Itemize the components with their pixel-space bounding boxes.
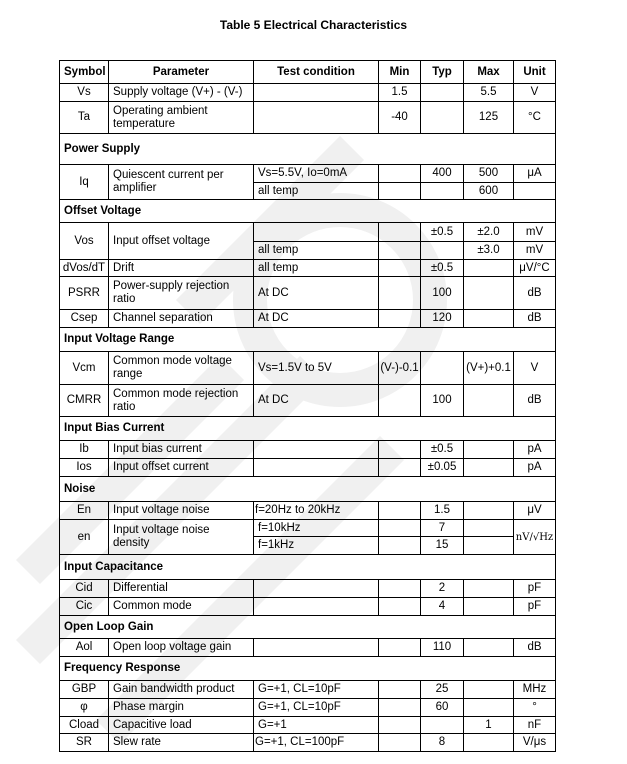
parameter-cell: Common mode rejection ratio — [109, 385, 254, 417]
typ-cell: 8 — [421, 734, 464, 752]
section-input-capacitance: Input Capacitance — [60, 555, 556, 580]
min-cell: -40 — [379, 102, 421, 134]
symbol-cell: Ib — [60, 441, 109, 459]
symbol-cell: Cload — [60, 717, 109, 734]
header-parameter: Parameter — [109, 61, 254, 84]
table-row — [60, 102, 556, 134]
min-cell — [379, 310, 421, 328]
symbol-cell: φ — [60, 699, 109, 717]
parameter-cell: Operating ambient temperature — [109, 102, 254, 134]
section-power-supply: Power Supply — [60, 134, 556, 165]
table-row — [60, 165, 556, 183]
section-offset-voltage: Offset Voltage — [60, 200, 556, 223]
min-cell — [379, 520, 421, 537]
min-cell — [379, 699, 421, 717]
parameter-cell: Slew rate — [109, 734, 254, 752]
table-row — [60, 459, 556, 477]
min-cell — [379, 223, 421, 242]
symbol-cell: PSRR — [60, 277, 109, 310]
typ-cell: 15 — [421, 537, 464, 555]
symbol-cell: GBP — [60, 681, 109, 699]
parameter-cell: Common mode — [109, 598, 254, 616]
table-row — [60, 385, 556, 417]
header-min: Min — [379, 61, 421, 84]
parameter-cell: Gain bandwidth product — [109, 681, 254, 699]
condition-cell: G=+1 — [254, 717, 379, 734]
unit-cell: dB — [514, 385, 556, 417]
header-max: Max — [464, 61, 514, 84]
typ-cell: ±0.5 — [421, 441, 464, 459]
table-row — [60, 699, 556, 717]
typ-cell: 2 — [421, 580, 464, 598]
condition-cell — [254, 580, 379, 598]
max-cell — [464, 459, 514, 477]
symbol-cell: CMRR — [60, 385, 109, 417]
header-test-condition: Test condition — [254, 61, 379, 84]
max-cell: 1 — [464, 717, 514, 734]
unit-cell: V/μs — [514, 734, 556, 752]
parameter-cell: Input offset current — [109, 459, 254, 477]
condition-cell — [254, 102, 379, 134]
section-row — [60, 200, 556, 223]
typ-cell: ±0.05 — [421, 459, 464, 477]
section-frequency-response: Frequency Response — [60, 657, 556, 681]
condition-cell: At DC — [254, 277, 379, 310]
parameter-cell: Channel separation — [109, 310, 254, 328]
max-cell — [464, 734, 514, 752]
typ-cell: ±0.5 — [421, 223, 464, 242]
condition-cell — [254, 598, 379, 616]
condition-cell: Vs=5.5V, Io=0mA — [254, 165, 379, 183]
table-row — [60, 520, 556, 537]
condition-cell: At DC — [254, 385, 379, 417]
parameter-cell: Input bias current — [109, 441, 254, 459]
typ-cell: 1.5 — [421, 502, 464, 520]
condition-cell: all temp — [254, 242, 379, 260]
parameter-cell: Input voltage noise density — [109, 520, 254, 555]
parameter-cell: Power-supply rejection ratio — [109, 277, 254, 310]
symbol-cell: Ta — [60, 102, 109, 134]
parameter-cell: Capacitive load — [109, 717, 254, 734]
max-cell — [464, 681, 514, 699]
table-row — [60, 717, 556, 734]
typ-cell — [421, 183, 464, 200]
table-title: Table 5 Electrical Characteristics — [219, 18, 408, 32]
typ-cell: 7 — [421, 520, 464, 537]
parameter-cell: Input offset voltage — [109, 223, 254, 260]
unit-cell: pA — [514, 441, 556, 459]
max-cell — [464, 502, 514, 520]
symbol-cell: en — [60, 520, 109, 555]
unit-cell: nV/√Hz — [514, 520, 556, 555]
unit-cell: pF — [514, 580, 556, 598]
unit-cell: mV — [514, 242, 556, 260]
section-row — [60, 417, 556, 441]
table-row — [60, 310, 556, 328]
min-cell — [379, 598, 421, 616]
unit-cell: V — [514, 352, 556, 385]
table-row — [60, 223, 556, 242]
typ-cell: 60 — [421, 699, 464, 717]
typ-cell: 110 — [421, 639, 464, 657]
table-row — [60, 277, 556, 310]
condition-cell: all temp — [254, 260, 379, 277]
parameter-cell: Phase margin — [109, 699, 254, 717]
max-cell: ±3.0 — [464, 242, 514, 260]
table-row — [60, 639, 556, 657]
symbol-cell: dVos/dT — [60, 260, 109, 277]
parameter-cell: Quiescent current per amplifier — [109, 165, 254, 200]
table-row — [60, 502, 556, 520]
condition-cell — [254, 84, 379, 102]
condition-cell: G=+1, CL=10pF — [254, 681, 379, 699]
unit-cell: pF — [514, 598, 556, 616]
symbol-cell: Csep — [60, 310, 109, 328]
max-cell — [464, 639, 514, 657]
max-cell — [464, 310, 514, 328]
typ-cell: 120 — [421, 310, 464, 328]
header-unit: Unit — [514, 61, 556, 84]
typ-cell — [421, 352, 464, 385]
unit-cell: mV — [514, 223, 556, 242]
unit-cell: dB — [514, 310, 556, 328]
section-noise: Noise — [60, 477, 556, 502]
condition-cell: Vs=1.5V to 5V — [254, 352, 379, 385]
unit-cell: nF — [514, 717, 556, 734]
min-cell — [379, 639, 421, 657]
max-cell — [464, 441, 514, 459]
unit-cell: V — [514, 84, 556, 102]
unit-cell: MHz — [514, 681, 556, 699]
unit-cell: pA — [514, 459, 556, 477]
section-row — [60, 555, 556, 580]
symbol-cell: Iq — [60, 165, 109, 200]
section-row — [60, 134, 556, 165]
typ-cell: 4 — [421, 598, 464, 616]
parameter-cell: Open loop voltage gain — [109, 639, 254, 657]
parameter-cell: Supply voltage (V+) - (V-) — [109, 84, 254, 102]
typ-cell — [421, 242, 464, 260]
unit-cell — [514, 183, 556, 200]
header-typ: Typ — [421, 61, 464, 84]
unit-cell: dB — [514, 639, 556, 657]
parameter-cell: Common mode voltage range — [109, 352, 254, 385]
typ-cell: ±0.5 — [421, 260, 464, 277]
condition-cell: G=+1, CL=10pF — [254, 699, 379, 717]
max-cell: ±2.0 — [464, 223, 514, 242]
parameter-cell: Input voltage noise — [109, 502, 254, 520]
max-cell — [464, 598, 514, 616]
min-cell — [379, 717, 421, 734]
unit-cell: ° — [514, 699, 556, 717]
typ-cell — [421, 102, 464, 134]
typ-cell — [421, 717, 464, 734]
section-row — [60, 328, 556, 352]
table-row — [60, 734, 556, 752]
max-cell: 500 — [464, 165, 514, 183]
condition-cell: f=10kHz — [254, 520, 379, 537]
condition-cell — [254, 639, 379, 657]
unit-cell: μV/°C — [514, 260, 556, 277]
min-cell — [379, 734, 421, 752]
condition-cell — [254, 459, 379, 477]
condition-cell — [254, 441, 379, 459]
symbol-cell: Aol — [60, 639, 109, 657]
table-row — [60, 598, 556, 616]
condition-cell: f=1kHz — [254, 537, 379, 555]
typ-cell: 100 — [421, 385, 464, 417]
max-cell — [464, 699, 514, 717]
max-cell — [464, 385, 514, 417]
section-row — [60, 616, 556, 639]
table-row — [60, 441, 556, 459]
symbol-cell: Cid — [60, 580, 109, 598]
min-cell — [379, 441, 421, 459]
table-row — [60, 260, 556, 277]
min-cell: 1.5 — [379, 84, 421, 102]
header-symbol: Symbol — [60, 61, 109, 84]
section-input-voltage-range: Input Voltage Range — [60, 328, 556, 352]
unit-cell: °C — [514, 102, 556, 134]
table-row — [60, 580, 556, 598]
min-cell — [379, 165, 421, 183]
unit-cell: dB — [514, 277, 556, 310]
max-cell: 125 — [464, 102, 514, 134]
max-cell — [464, 260, 514, 277]
section-row — [60, 477, 556, 502]
section-open-loop-gain: Open Loop Gain — [60, 616, 556, 639]
min-cell — [379, 385, 421, 417]
min-cell — [379, 183, 421, 200]
min-cell: (V-)-0.1 — [379, 352, 421, 385]
max-cell — [464, 277, 514, 310]
unit-cell: μV — [514, 502, 556, 520]
min-cell — [379, 242, 421, 260]
symbol-cell: SR — [60, 734, 109, 752]
table-row — [60, 681, 556, 699]
max-cell: 5.5 — [464, 84, 514, 102]
condition-cell — [254, 223, 379, 242]
parameter-cell: Drift — [109, 260, 254, 277]
symbol-cell: Vos — [60, 223, 109, 260]
symbol-cell: Ios — [60, 459, 109, 477]
max-cell — [464, 580, 514, 598]
max-cell: 600 — [464, 183, 514, 200]
typ-cell: 400 — [421, 165, 464, 183]
symbol-cell: En — [60, 502, 109, 520]
typ-cell: 100 — [421, 277, 464, 310]
min-cell — [379, 580, 421, 598]
condition-cell: f=20Hz to 20kHz — [254, 502, 379, 520]
max-cell — [464, 520, 514, 537]
table-row — [60, 84, 556, 102]
max-cell: (V+)+0.1 — [464, 352, 514, 385]
parameter-cell: Differential — [109, 580, 254, 598]
typ-cell — [421, 84, 464, 102]
typ-cell: 25 — [421, 681, 464, 699]
condition-cell: At DC — [254, 310, 379, 328]
section-input-bias-current: Input Bias Current — [60, 417, 556, 441]
condition-cell: all temp — [254, 183, 379, 200]
min-cell — [379, 681, 421, 699]
min-cell — [379, 502, 421, 520]
symbol-cell: Cic — [60, 598, 109, 616]
min-cell — [379, 537, 421, 555]
section-row — [60, 657, 556, 681]
header-row — [60, 61, 556, 84]
max-cell — [464, 537, 514, 555]
min-cell — [379, 260, 421, 277]
table-row — [60, 352, 556, 385]
unit-cell: μA — [514, 165, 556, 183]
electrical-characteristics-table — [59, 60, 556, 752]
symbol-cell: Vcm — [60, 352, 109, 385]
symbol-cell: Vs — [60, 84, 109, 102]
min-cell — [379, 277, 421, 310]
condition-cell: G=+1, CL=100pF — [254, 734, 379, 752]
min-cell — [379, 459, 421, 477]
